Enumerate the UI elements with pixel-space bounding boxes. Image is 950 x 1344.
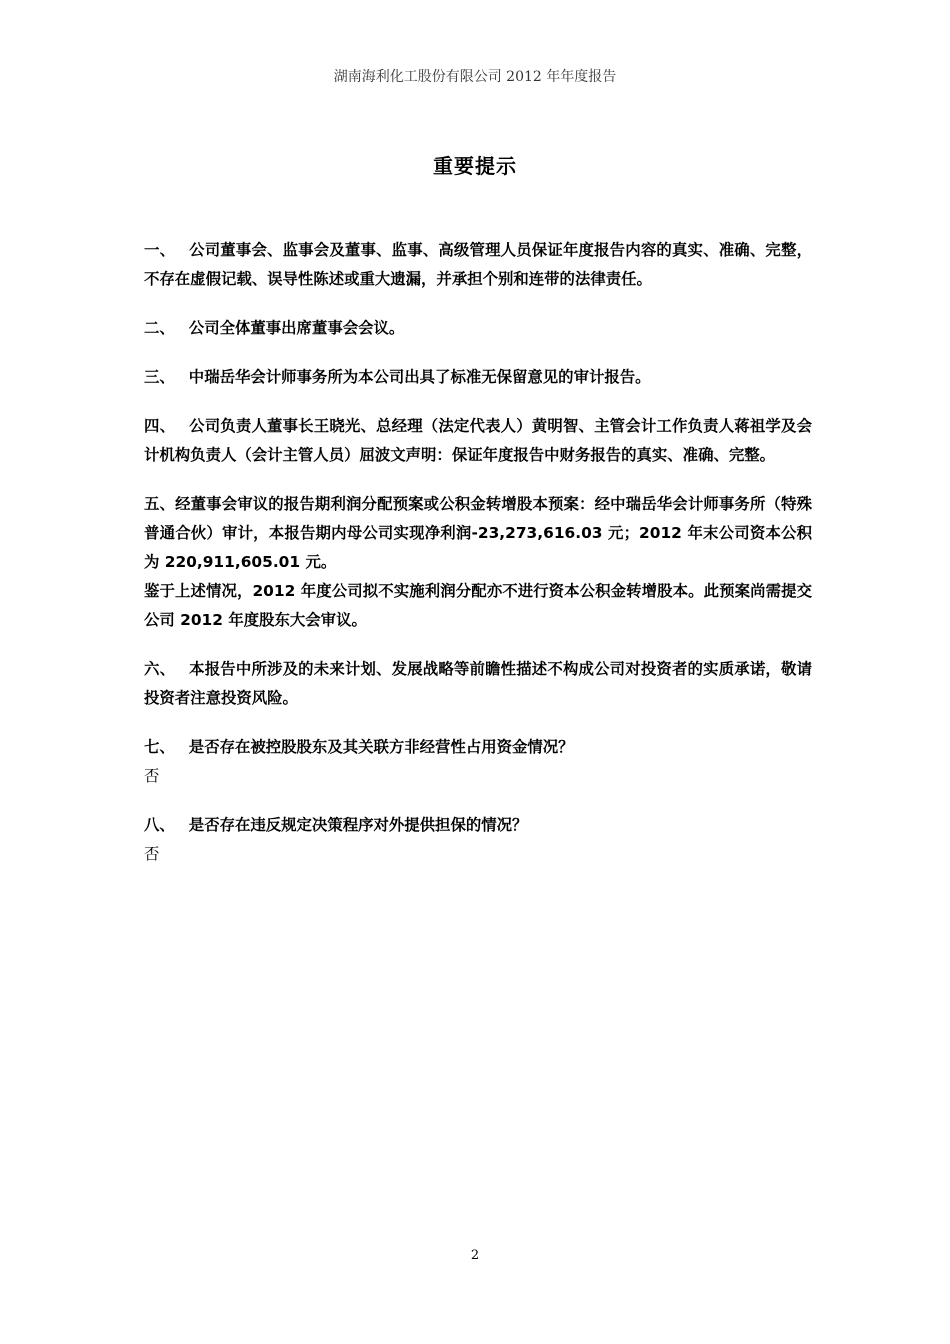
item-number: 二、 (144, 319, 175, 337)
item-number: 八、 (144, 816, 175, 834)
notice-item-4 (144, 412, 812, 470)
item-text: 经董事会审议的报告期利润分配预案或公积金转增股本预案：经中瑞岳华会计师事务所（特殊普通合伙）审计，本报告期内母公司实现净利润-23,273,616.03 元；2012 年末公司资本公积为 220,911,605.01 元。 (144, 495, 812, 571)
notice-item-1 (144, 236, 812, 294)
item-number: 三、 (144, 368, 175, 386)
item-text: 是否存在被控股股东及其关联方非经营性占用资金情况？ (188, 738, 574, 756)
item-text: 是否存在违反规定决策程序对外提供担保的情况？ (188, 816, 528, 834)
item-text-continued: 鉴于上述情况，2012 年度公司拟不实施利润分配亦不进行资本公积金转增股本。此预案尚需提交公司 2012 年度股东大会审议。 (144, 582, 812, 629)
notice-item-2 (144, 314, 812, 343)
item-number: 七、 (144, 738, 175, 756)
item-number: 六、 (144, 660, 176, 678)
notice-item-3 (144, 363, 812, 392)
item-number: 五、 (144, 495, 176, 513)
page-header: 湖南海利化工股份有限公司 2012 年年度报告 (333, 69, 617, 85)
item-text: 中瑞岳华会计师事务所为本公司出具了标准无保留意见的审计报告。 (188, 368, 651, 386)
item-text: 本报告中所涉及的未来计划、发展战略等前瞻性描述不构成公司对投资者的实质承诺，敬请投资者注意投资风险。 (144, 660, 812, 707)
item-number: 四、 (144, 417, 176, 435)
item-text: 公司负责人董事长王晓光、总经理（法定代表人）黄明智、主管会计工作负责人蒋祖学及会计机构负责人（会计主管人员）屈波文声明：保证年度报告中财务报告的真实、准确、完整。 (144, 417, 812, 464)
item-text: 公司全体董事出席董事会会议。 (188, 319, 405, 337)
notice-item-5 (144, 490, 812, 635)
notice-item-7 (144, 733, 812, 791)
item-text: 公司董事会、监事会及董事、监事、高级管理人员保证年度报告内容的真实、准确、完整，不存在虚假记载、误导性陈述或重大遗漏，并承担个别和连带的法律责任。 (144, 241, 812, 288)
notice-item-8 (144, 811, 812, 869)
page-number: 2 (470, 1248, 480, 1263)
notice-item-6 (144, 655, 812, 713)
item-number: 一、 (144, 241, 176, 259)
notice-list (144, 236, 812, 889)
page-title: 重要提示 (433, 154, 517, 178)
item-answer: 否 (144, 845, 160, 863)
item-answer: 否 (144, 767, 160, 785)
